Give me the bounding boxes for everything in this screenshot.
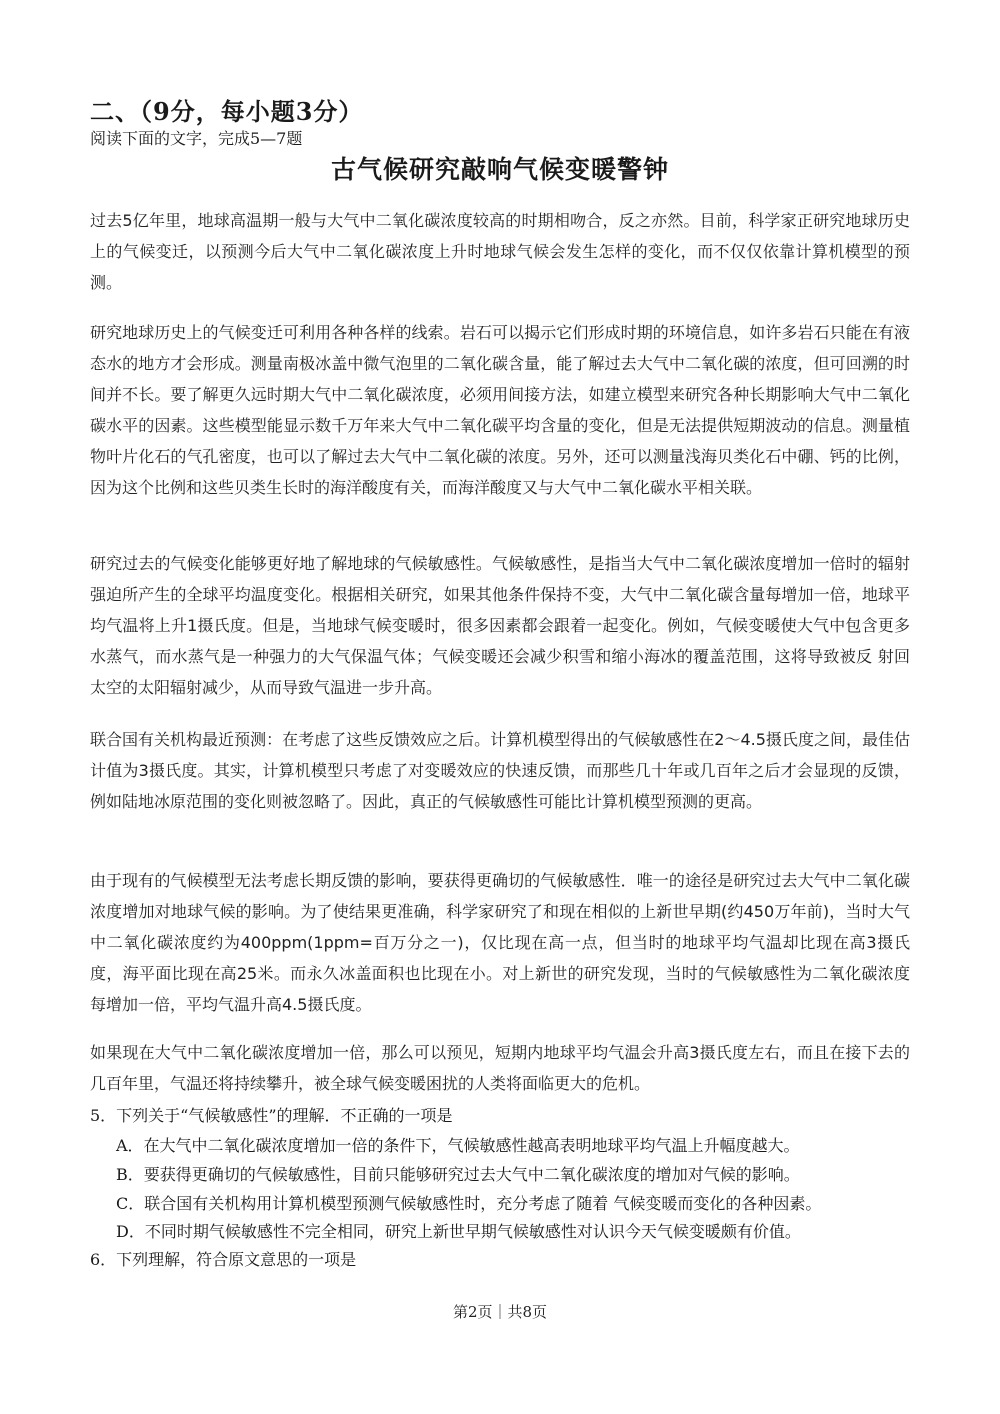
question-6-stem: 6．下列理解，符合原文意思的一项是 <box>90 1250 357 1269</box>
page-number-footer: 第2页｜共8页 <box>452 1303 548 1321</box>
article-title: 古气候研究敲响气候变暖警钟 <box>330 155 669 184</box>
article-paragraph-3: 研究过去的气候变化能够更好地了解地球的气候敏感性。气候敏感性，是指当大气中二氧化碳浓度增加一倍时的辐射强迫所产生的全球平均温度变化。根据相关研究，如果其他条件保持不变，大气中二氧化碳含量每增加一倍，地球平均气温将上升1摄氏度。但是，当地球气候变暖时，很多因素都会跟着一起变化。例如，气候变暖使大气中包含更多水蒸气，而水蒸气是一种强力的大气保温气体；气候变暖还会减少积雪和缩小海冰的覆盖范围，这将导致被反 射回太空的太阳辐射减少，从而导致气温进一步升高。 <box>90 554 910 697</box>
question-5-option-d: D．不同时期气候敏感性不完全相同，研究上新世早期气候敏感性对认识今天气候变暖颇有价值。 <box>116 1222 801 1241</box>
article-paragraph-6: 如果现在大气中二氧化碳浓度增加一倍，那么可以预见，短期内地球平均气温会升高3摄氏度左右，而且在接下去的几百年里，气温还将持续攀升，被全球气候变暖困扰的人类将面临更大的危机。 <box>90 1043 910 1093</box>
article-paragraph-2: 研究地球历史上的气候变迁可利用各种各样的线索。岩石可以揭示它们形成时期的环境信息，如许多岩石只能在有液态水的地方才会形成。测量南极冰盖中微气泡里的二氧化碳含量，能了解过去大气中二氧化碳的浓度，但可回溯的时间并不长。要了解更久远时期大气中二氧化碳浓度，必须用间接方法，如建立模型来研究各种长期影响大气中二氧化碳水平的因素。这些模型能显示数千万年来大气中二氧化碳平均含量的变化，但是无法提供短期波动的信息。测量植物叶片化石的气孔密度，也可以了解过去大气中二氧化碳的浓度。另外，还可以测量浅海贝类化石中硼、钙的比例，因为这个比例和这些贝类生长时的海洋酸度有关，而海洋酸度又与大气中二氧化碳水平相关联。 <box>90 323 910 497</box>
reading-instruction: 阅读下面的文字，完成5—7题 <box>90 129 303 148</box>
question-5-stem: 5．下列关于“气候敏感性”的理解．不正确的一项是 <box>90 1106 453 1125</box>
question-5-option-b: B．要获得更确切的气候敏感性，目前只能够研究过去大气中二氧化碳浓度的增加对气候的影响。 <box>116 1165 800 1184</box>
article-paragraph-1: 过去5亿年里，地球高温期一般与大气中二氧化碳浓度较高的时期相吻合，反之亦然。目前，科学家正研究地球历史上的气候变迁，以预测今后大气中二氧化碳浓度上升时地球气候会发生怎样的变化，而不仅仅依靠计算机模型的预测。 <box>90 211 910 292</box>
article-paragraph-4: 联合国有关机构最近预测：在考虑了这些反馈效应之后。计算机模型得出的气候敏感性在2～4.5摄氏度之间，最佳估计值为3摄氏度。其实，计算机模型只考虑了对变暖效应的快速反馈，而那些几十年或几百年之后才会显现的反馈，例如陆地冰原范围的变化则被忽略了。因此，真正的气候敏感性可能比计算机模型预测的更高。 <box>90 730 910 811</box>
question-5-option-a: A．在大气中二氧化碳浓度增加一倍的条件下，气候敏感性越高表明地球平均气温上升幅度越大。 <box>116 1136 800 1155</box>
article-paragraph-5: 由于现有的气候模型无法考虑长期反馈的影响，要获得更确切的气候敏感性．唯一的途径是研究过去大气中二氧化碳浓度增加对地球气候的影响。为了使结果更准确，科学家研究了和现在相似的上新世早期(约450万年前)，当时大气中二氧化碳浓度约为400ppm(1ppm=百万分之一)，仅比现在高一点，但当时的地球平均气温却比现在高3摄氏度，海平面比现在高25米。而永久冰盖面积也比现在小。对上新世的研究发现，当时的气候敏感性为二氧化碳浓度每增加一倍，平均气温升高4.5摄氏度。 <box>90 871 910 1014</box>
question-5-option-c: C．联合国有关机构用计算机模型预测气候敏感性时，充分考虑了随着 气候变暖而变化的各种因素。 <box>116 1194 822 1213</box>
section-heading: 二、（9分，每小题3分） <box>90 97 364 126</box>
